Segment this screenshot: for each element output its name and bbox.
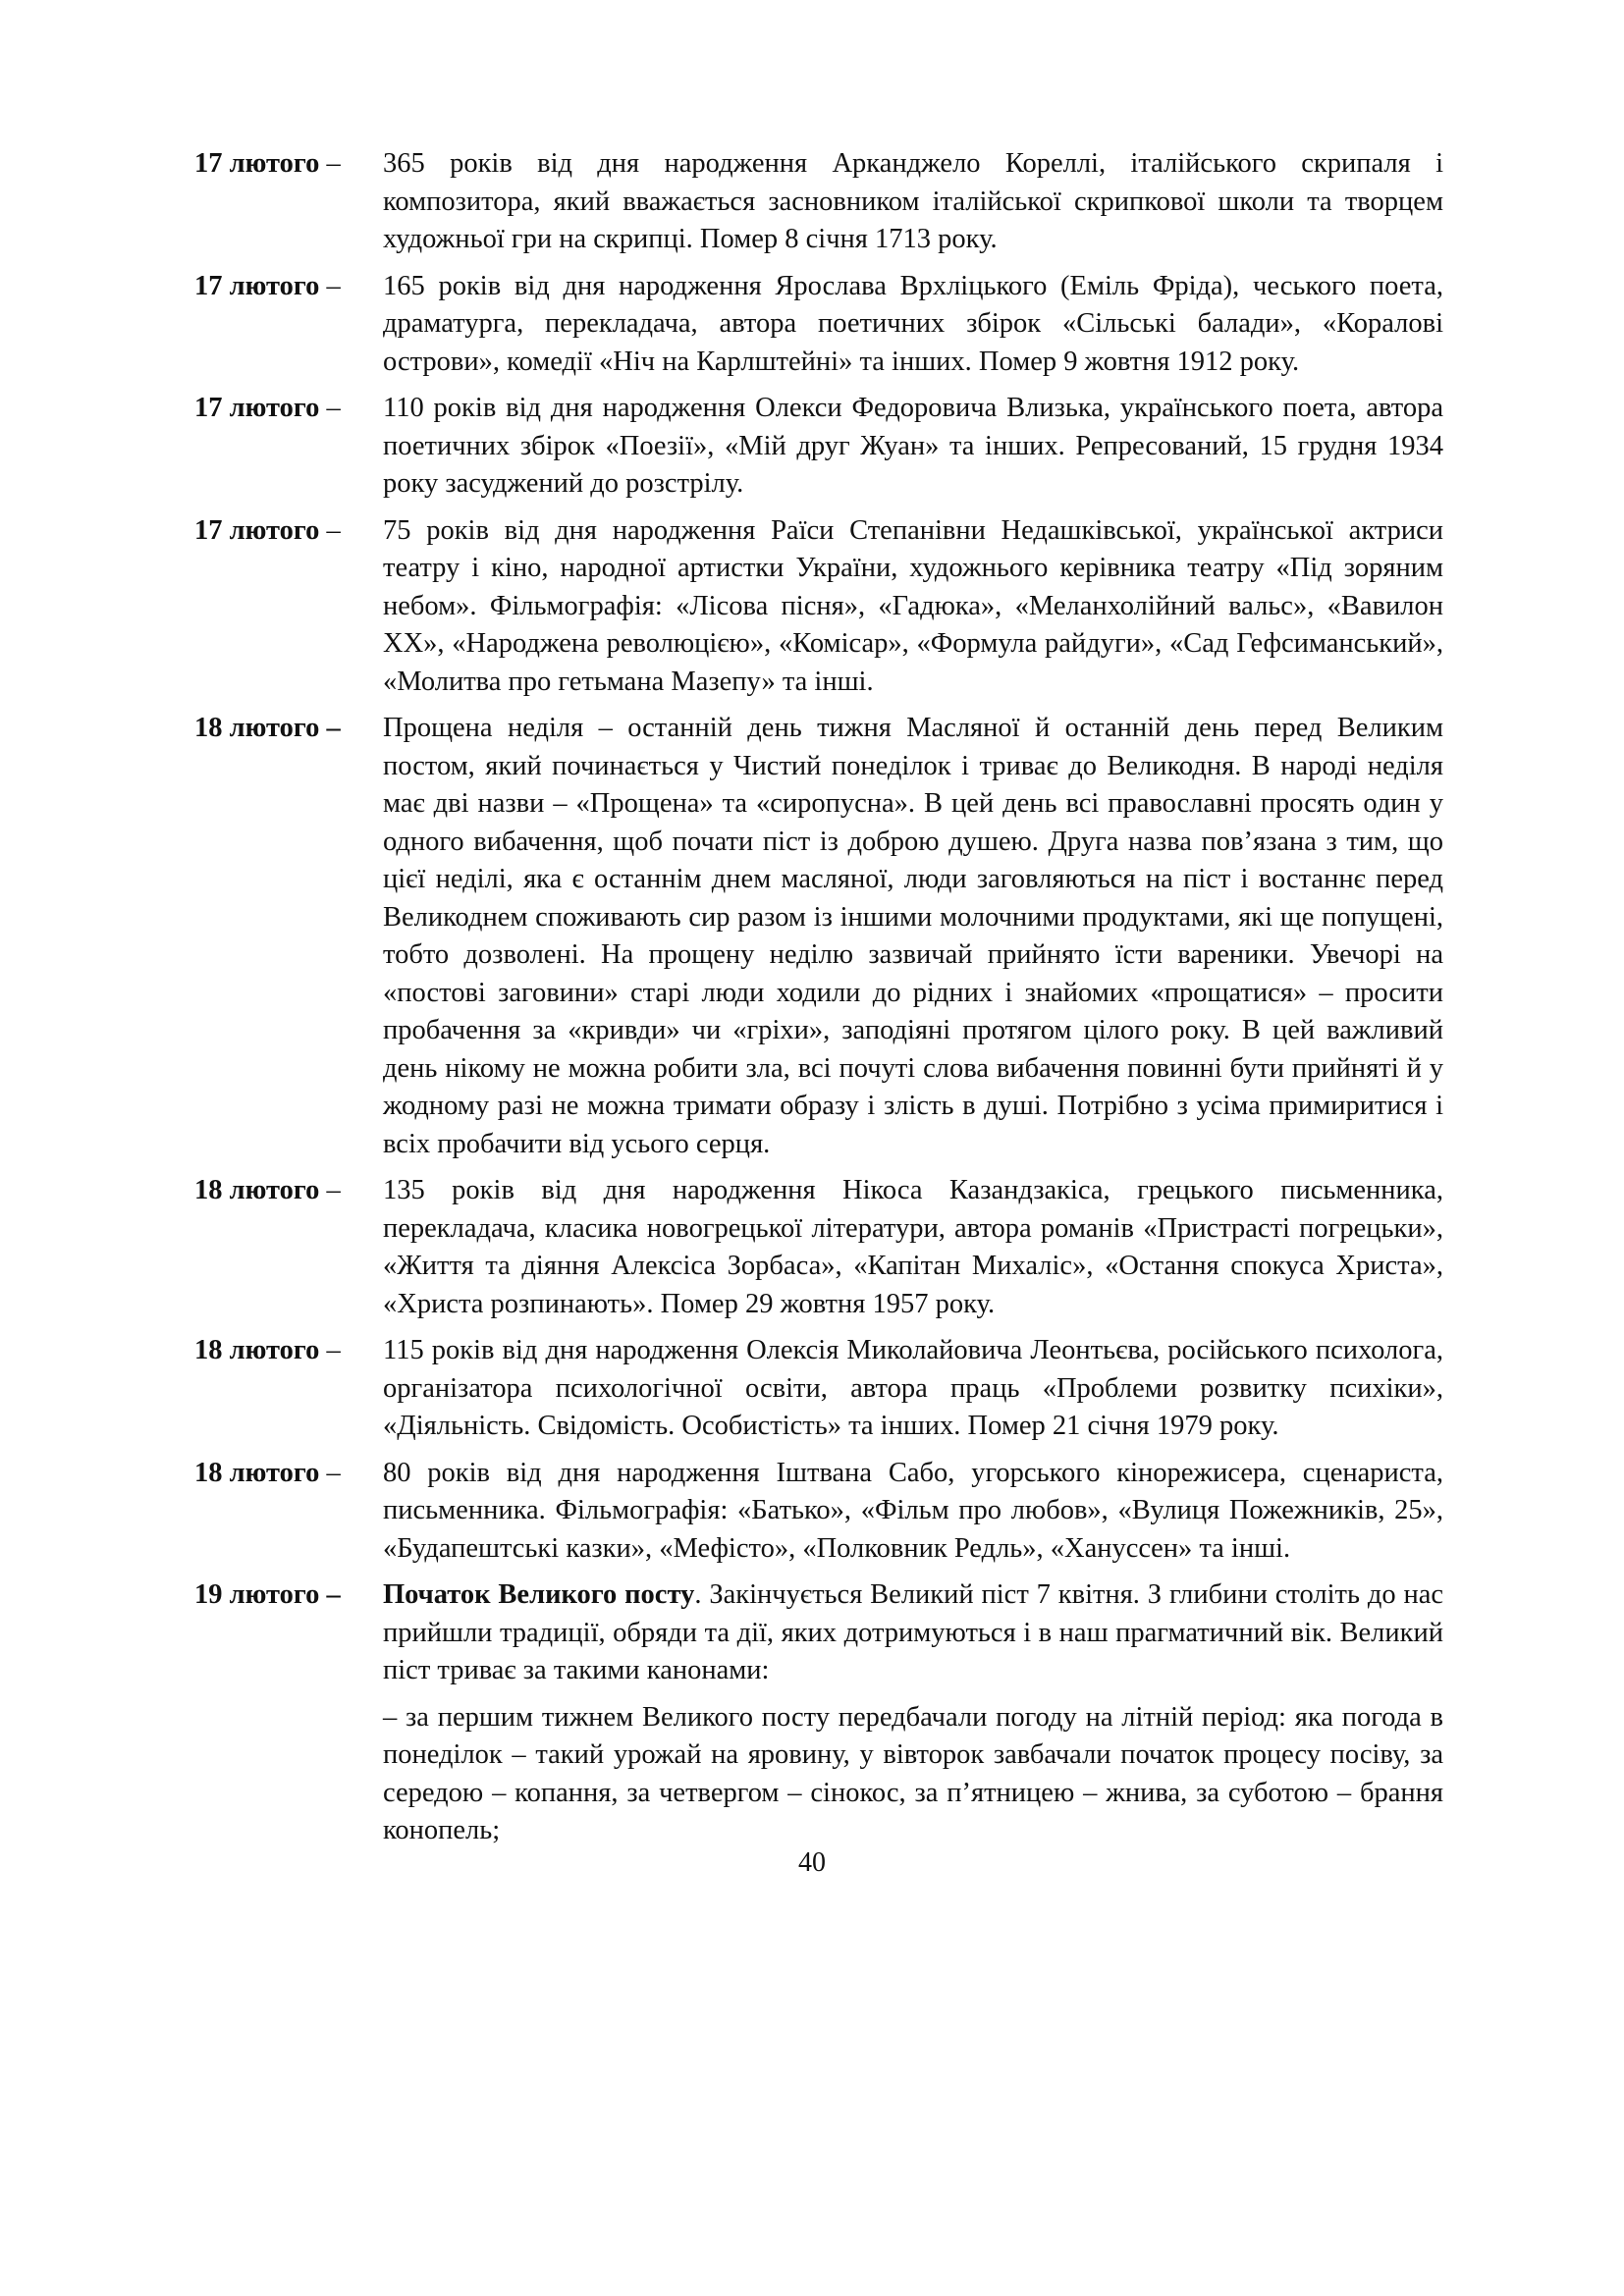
- entry-text: 110 років від дня народження Олекси Федоровича Влизька, українського поета, автора поетичних збірок «Поезії», «Мій друг Жуан» та інших. Репресований, 15 грудня 1934 року засуджений до розстрілу.: [383, 393, 1443, 499]
- entry-text: 135 років від дня народження Нікоса Казандзакіса, грецького письменника, перекладача, класика новогрецької літератури, автора романів «Пристрасті погрецьки», «Життя та діяння Алексіса Зорбаса», «Капітан Михаліс», «Остання спокуса Христа», «Христа розпинають». Помер 29 жовтня 1957 року.: [383, 1175, 1443, 1319]
- entry-text: 365 років від дня народження Арканджело Кореллі, італійського скрипаля і композитора, який вважається засновником італійської скрипкової школи та творцем художньої гри на скрипці. Помер 8 січня 1713 року.: [383, 148, 1443, 254]
- entry-date: 18 лютого –: [194, 713, 341, 743]
- document-page: [194, 145, 1443, 1859]
- entry-sub-paragraph: – за першим тижнем Великого посту передбачали погоду на літній період: яка погода в понеділок – такий урожай на яровину, у вівторок завбачали початок процесу посіву, за середою – копання, за четвергом – сінокос, за п’ятницею – жнива, за суботою – брання конопель;: [383, 1701, 1443, 1845]
- entry-date: 18 лютого –: [194, 1175, 341, 1205]
- page-number: 40: [798, 1847, 826, 1878]
- calendar-entry: [194, 145, 1443, 259]
- entry-text: . Закінчується Великий піст 7 квітня. З глибини століть до нас прийшли традиції, обряди та дії, яких дотримуються і в наш прагматичний вік. Великий піст триває за такими канонами:: [383, 1579, 1444, 1685]
- entry-date: 18 лютого –: [194, 1457, 341, 1488]
- entry-date: 17 лютого –: [194, 148, 341, 179]
- entry-date: 17 лютого –: [194, 514, 341, 546]
- entry-date: 19 лютого –: [194, 1579, 341, 1610]
- entry-date: 18 лютого –: [194, 1335, 341, 1365]
- calendar-entry-lent: [194, 1576, 1443, 1850]
- calendar-entry: [194, 268, 1443, 382]
- entry-date: 17 лютого –: [194, 393, 341, 423]
- calendar-entry: [194, 1332, 1443, 1446]
- entry-text: 115 років від дня народження Олексія Миколайовича Леонтьєва, російського психолога, організатора психологічної освіти, автора праць «Проблеми розвитку психіки», «Діяльність. Свідомість. Особистість» та інших. Помер 21 січня 1979 року.: [383, 1335, 1443, 1441]
- entry-date: 17 лютого –: [194, 270, 341, 301]
- calendar-entry: [194, 710, 1443, 1163]
- calendar-entry: [194, 1172, 1443, 1323]
- entry-text: 75 років від дня народження Раїси Степанівни Недашківської, української актриси театру і кіно, народної артистки України, художнього керівника театру «Під зоряним небом». Фільмографія: «Лісова пісня», «Гадюка», «Меланхолійний вальс», «Вавилон ХХ», «Народжена революцією», «Комісар», «Формула райдуги», «Сад Гефсиманський», «Молитва про гетьмана Мазепу» та інші.: [383, 514, 1443, 697]
- entry-headline: Початок Великого посту: [383, 1579, 695, 1610]
- entry-text: Прощена неділя – останній день тижня Масляної й останній день перед Великим постом, який починається у Чистий понеділок і триває до Великодня. В народі неділя має дві назви – «Прощена» та «сиропусна». В цей день всі православні просять один у одного вибачення, щоб почати піст із доброю душею. Друга назва пов’язана з тим, що цієї неділі, яка є останнім днем масляної, люди заговляються на піст і востаннє перед Великоднем споживають сир разом із іншими молочними продуктами, які ще попущені, тобто дозволені. На прощену неділю зазвичай прийнято їсти вареники. Увечорі на «постові заговини» старі люди ходили до рідних і знайомих «прощатися» – просити пробачення за «кривди» чи «гріхи», заподіяні протягом цілого року. В цей важливий день нікому не можна робити зла, всі почуті слова вибачення повинні бути прийняті й у жодному разі не можна тримати образу і злість в душі. Потрібно з усіма примиритися і всіх пробачити від усього серця.: [383, 713, 1443, 1159]
- entry-text: 165 років від дня народження Ярослава Врхліцького (Еміль Фріда), чеського поета, драматурга, перекладача, автора поетичних збірок «Сільські балади», «Коралові острови», комедії «Ніч на Карлштейні» та інших. Помер 9 жовтня 1912 року.: [383, 270, 1443, 377]
- calendar-entry: [194, 1455, 1443, 1569]
- calendar-entry: [194, 390, 1443, 504]
- entry-text: 80 років від дня народження Іштвана Сабо, угорського кінорежисера, сценариста, письменника. Фільмографія: «Батько», «Фільм про любов», «Вулиця Пожежників, 25», «Будапештські казки», «Мефісто», «Полковник Редль», «Ханусcен» та інші.: [383, 1457, 1443, 1564]
- calendar-entry: [194, 512, 1443, 702]
